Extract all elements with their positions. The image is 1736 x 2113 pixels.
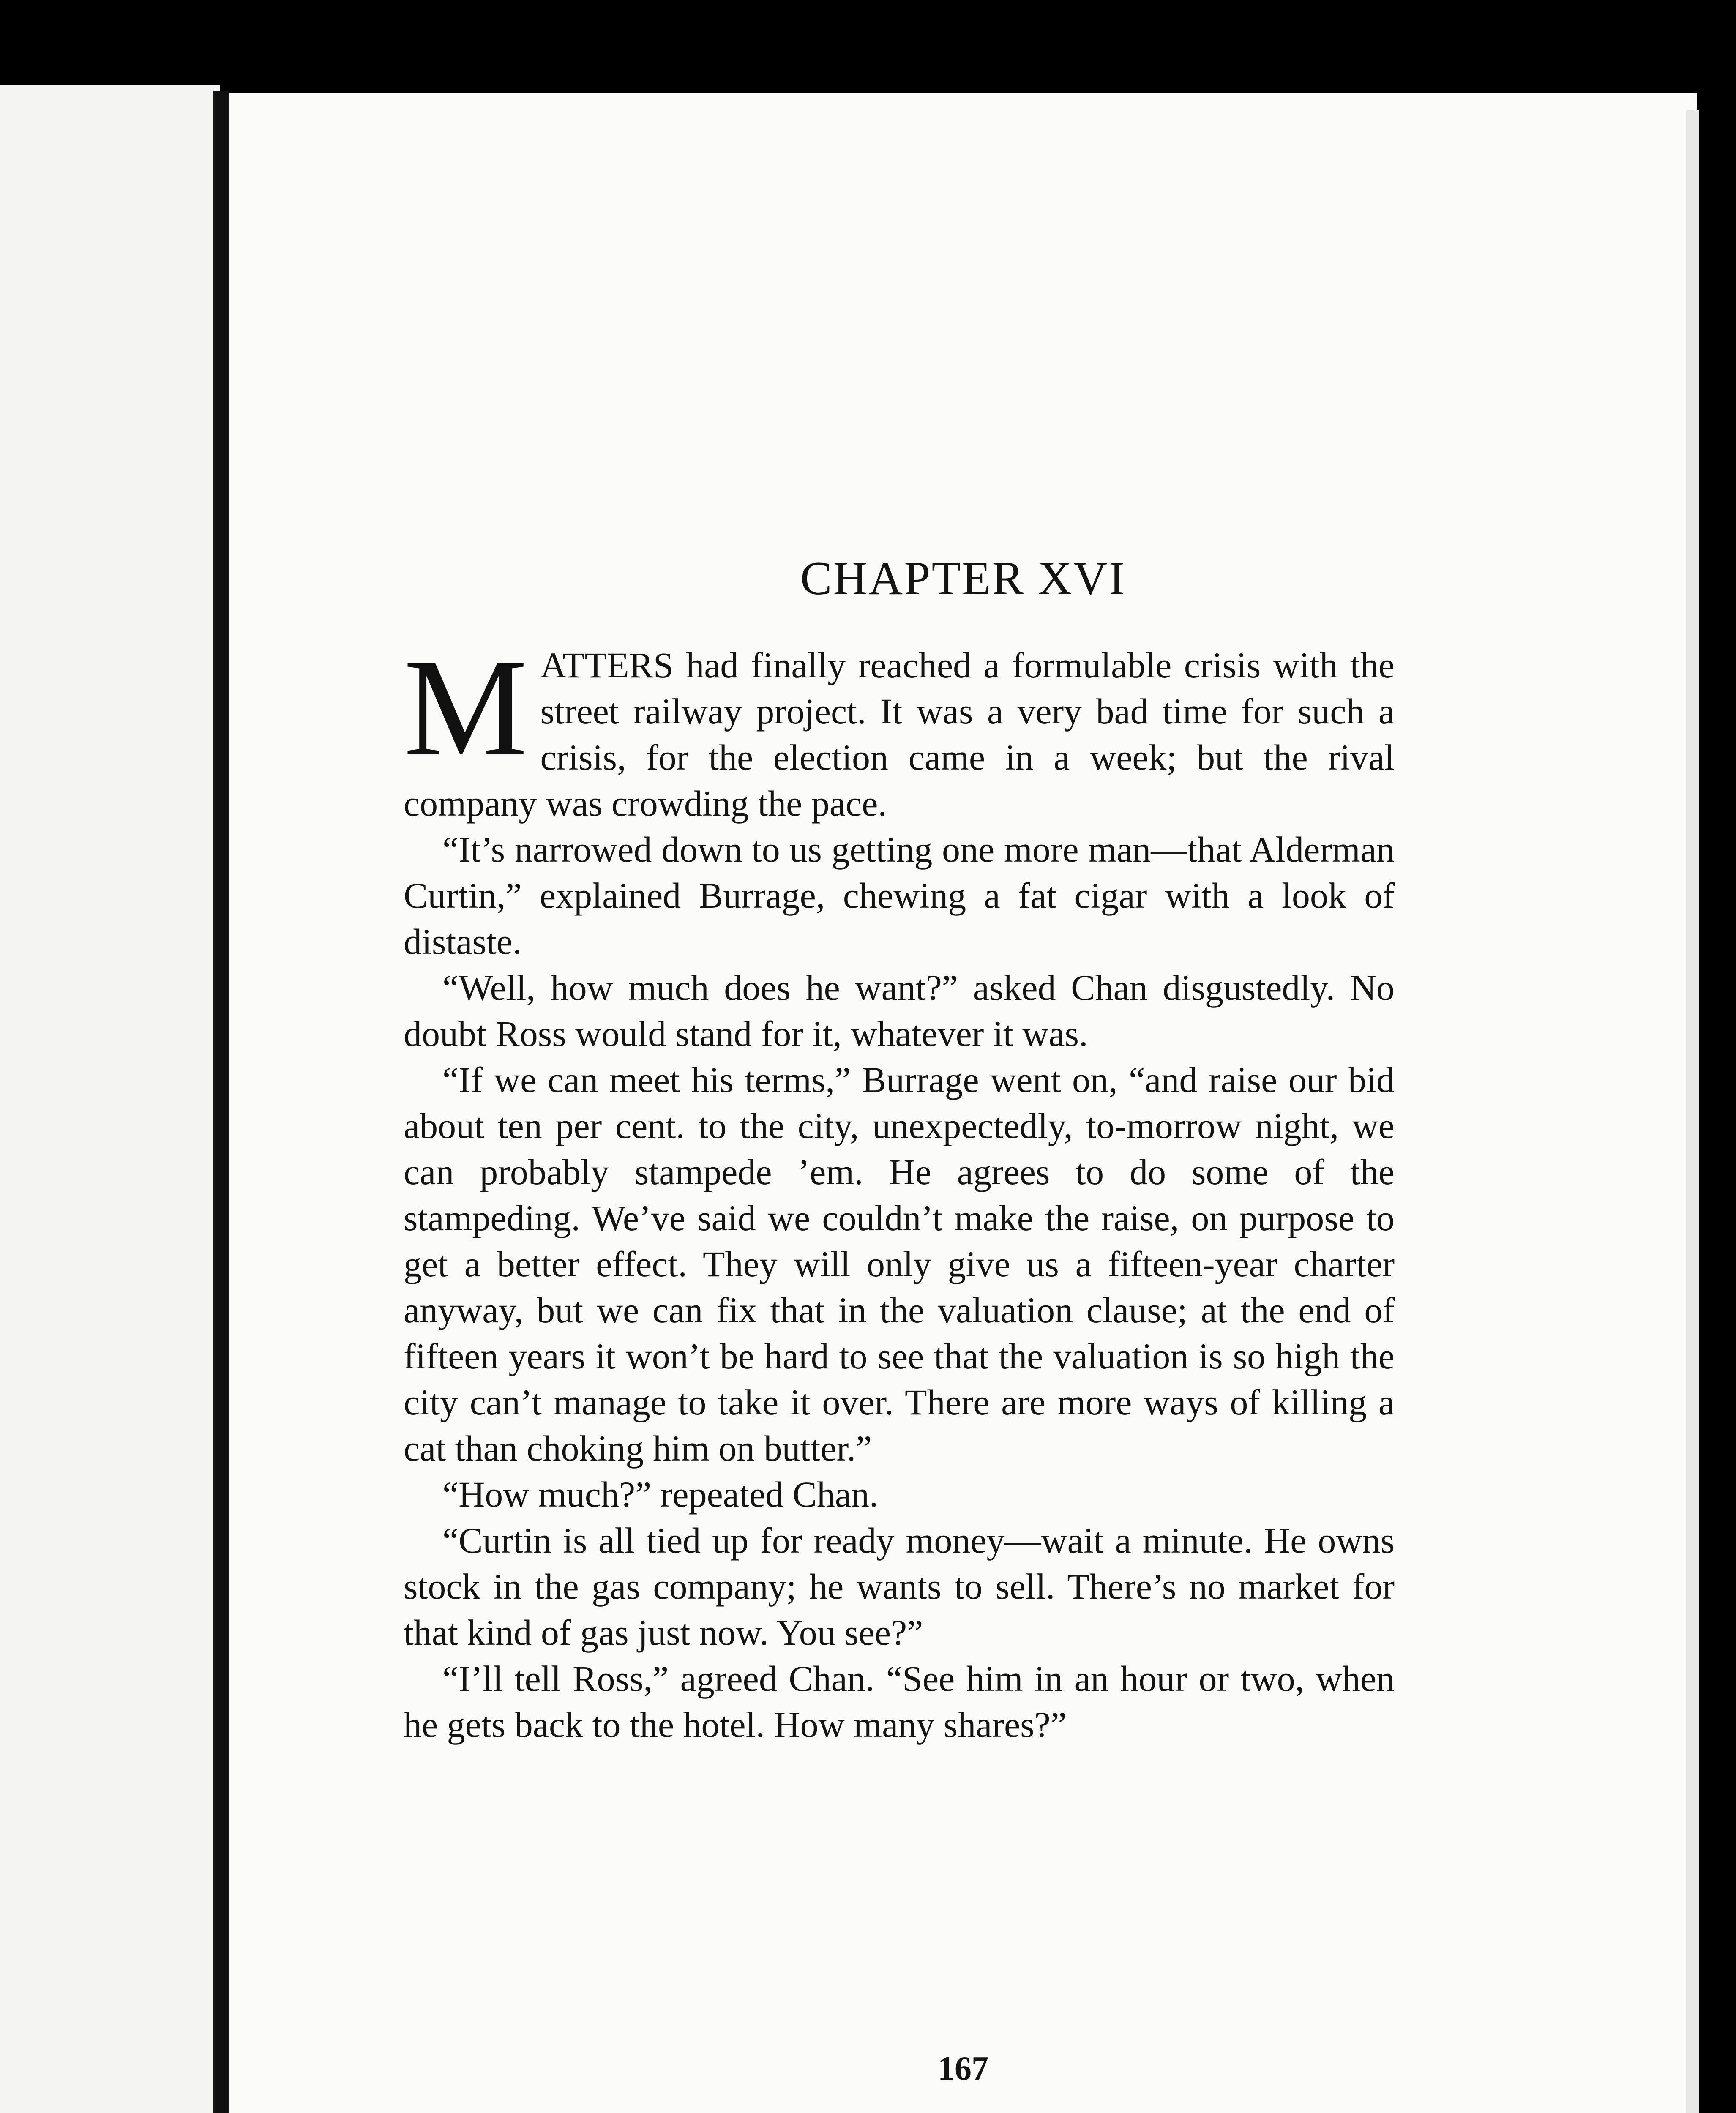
book-spine <box>213 91 229 2113</box>
page-edge-shadow <box>1686 110 1699 2113</box>
chapter-body <box>404 631 1395 1748</box>
paragraph-7: “I’ll tell Ross,” agreed Chan. “See him in an hour or two, when he gets back to the hotel. How many shares?” <box>404 1658 1395 1745</box>
paragraph-5: “How much?” repeated Chan. <box>442 1474 879 1515</box>
page-number: 167 <box>938 2050 988 2087</box>
paragraph-3: “Well, how much does he want?” asked Chan disgustedly. No doubt Ross would stand for it, whatever it was. <box>404 967 1395 1054</box>
paragraph-2: “It’s narrowed down to us getting one more man—that Alderman Curtin,” explained Burrage, chewing a fat cigar with a look of distaste. <box>404 829 1395 962</box>
left-page-edge <box>0 85 220 2113</box>
paragraph-4: “If we can meet his terms,” Burrage went on, “and raise our bid about ten per cent. to the city, unexpectedly, to-morrow night, we can probably stampede ’em. He agrees to do some of the stampeding. We’ve said we couldn’t make the raise, on purpose to get a better effect. They will only give us a fifteen-year charter anyway, but we can fix that in the valuation clause; at the end of fifteen years it won’t be hard to see that the valuation is so high the city can’t manage to take it over. There are more ways of killing a cat than choking him on butter.” <box>404 1059 1395 1469</box>
paragraph-1 <box>404 631 1395 827</box>
drop-cap: M <box>404 631 528 785</box>
paragraph-text: ATTERS had finally reached a formulable crisis with the street railway project. It was a very bad time for such a crisis, for the election came in a week; but the rival company was crowding the pace. <box>404 645 1395 824</box>
chapter-title: CHAPTER XVI <box>800 552 1126 605</box>
paragraph-6: “Curtin is all tied up for ready money—wait a minute. He owns stock in the gas company; he wants to sell. There’s no market for that kind of gas just now. You see?” <box>404 1520 1395 1653</box>
